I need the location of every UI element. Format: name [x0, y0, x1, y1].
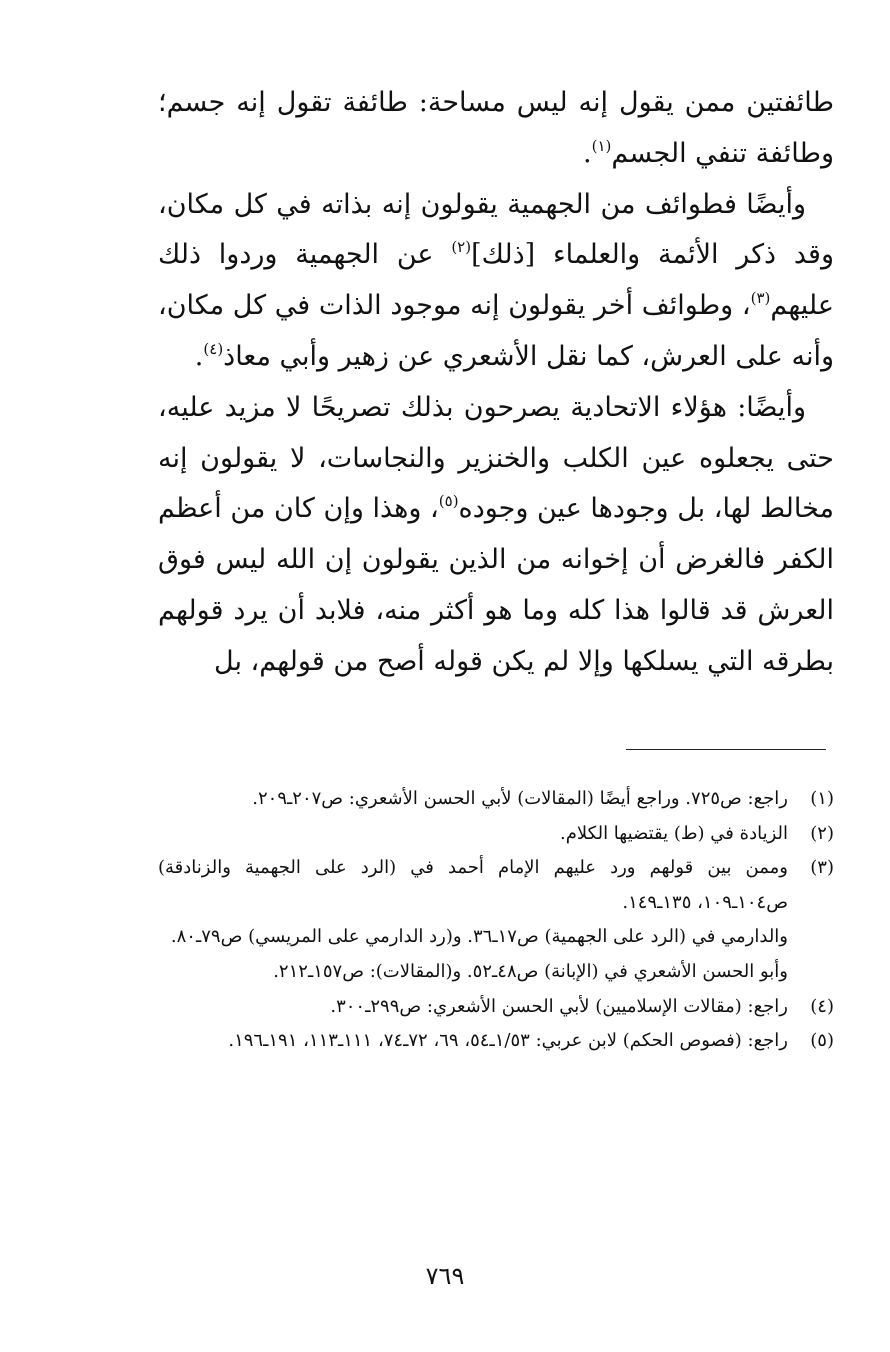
footnote-1	[158, 782, 834, 817]
page-number: ٧٦٩	[425, 1262, 465, 1290]
footnote-4	[158, 990, 834, 1025]
footnote-line: الزيادة في (ط) يقتضيها الكلام.	[560, 822, 788, 844]
text-run: .	[194, 340, 204, 372]
footnote-number: (٤)	[810, 995, 834, 1017]
footnote-ref-5: (٥)	[438, 492, 459, 511]
text-run: ، وهذا وإن كان من أعظم الكفر فالغرض أن إخوانه من الذين يقولون إن الله ليس فوق العرش قد قالوا هذا كله وما هو أكثر منه، فلابد أن يرد قولهم بطرقه التي يسلكها وإلا لم يكن قوله أصح من قولهم، بل	[158, 493, 834, 677]
footnote-5	[158, 1024, 834, 1059]
footnote-number: (٣)	[810, 857, 834, 879]
footnote-line: راجع: ص٧٢٥. وراجع أيضًا (المقالات) لأبي الحسن الأشعري: ص٢٠٧ـ٢٠٩.	[252, 788, 788, 809]
footnote-number: (١)	[810, 788, 834, 809]
main-text	[158, 78, 834, 688]
text-run: عن الجهمية وردوا ذلك عليهم	[158, 239, 834, 322]
footnote-line: وممن بين قولهم ورد عليهم الإمام أحمد في (الرد على الجهمية والزنادقة) ص١٠٤ـ١٠٩، ١٣٥ـ١٤٩.	[158, 857, 788, 913]
footnote-line: وأبو الحسن الأشعري في (الإبانة) ص٤٨ـ٥٢. و(المقالات): ص١٥٧ـ٢١٢.	[273, 960, 788, 982]
text-run: وأيضًا فطوائف من الجهمية يقولون إنه بذاته في كل مكان، وقد ذكر الأئمة والعلماء [ذلك]	[158, 188, 834, 271]
text-run: .	[583, 137, 592, 169]
footnote-2	[158, 817, 834, 852]
footnote-ref-3: (٣)	[750, 289, 771, 308]
footnote-number: (٢)	[810, 822, 834, 844]
footnote-ref-2: (٢)	[451, 238, 472, 257]
footnote-line: راجع: (مقالات الإسلاميين) لأبي الحسن الأشعري: ص٢٩٩ـ٣٠٠.	[330, 995, 788, 1017]
text-run: ، وطوائف أخر يقولون إنه موجود الذات في كل مكان، وأنه على العرش، كما نقل الأشعري عن زهير وأبي معاذ	[158, 290, 834, 372]
footnote-ref-4: (٤)	[203, 339, 224, 358]
paragraph-3	[158, 383, 834, 688]
text-run: وأيضًا: هؤلاء الاتحادية يصرحون بذلك تصريحًا لا مزيد عليه، حتى يجعلوه عين الكلب والخنزير والنجاسات، لا يقولون إنه مخالط لها، بل وجودها عين وجوده	[158, 391, 834, 525]
footnote-ref-1: (١)	[591, 136, 612, 155]
footnote-line: راجع: (فصوص الحكم) لابن عربي: ١/٥٣ـ٥٤، ٦٩، ٧٢ـ٧٤، ١١١ـ١١٣، ١٩١ـ١٩٦.	[228, 1030, 788, 1052]
text-run: طائفتين ممن يقول إنه ليس مساحة: طائفة تقول إنه جسم؛ وطائفة تنفي الجسم	[158, 87, 834, 169]
paragraph-1	[158, 78, 834, 180]
footnote-number: (٥)	[810, 1030, 834, 1052]
paragraph-2	[158, 180, 834, 383]
footnote-line: والدارمي في (الرد على الجهمية) ص١٧ـ٣٦. و(رد الدارمي على المريسي) ص٧٩ـ٨٠.	[170, 926, 788, 948]
footnote-3	[158, 851, 834, 989]
footnotes	[158, 782, 834, 1059]
footnote-divider	[626, 749, 826, 750]
